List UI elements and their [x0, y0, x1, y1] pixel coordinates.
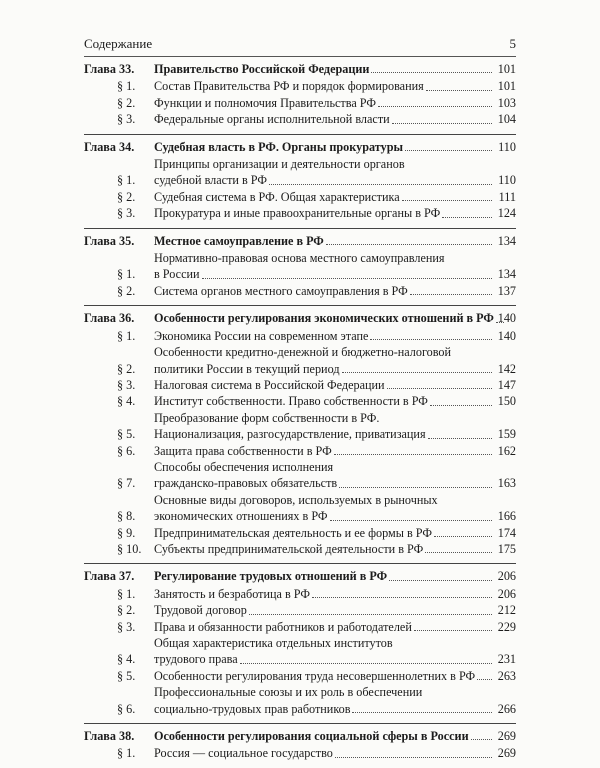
chapter-number: Глава 38.: [84, 729, 135, 744]
section-body: [154, 250, 494, 283]
section-number: § 5.: [117, 427, 136, 442]
page-number: 147: [497, 377, 516, 392]
section-entry[interactable]: [84, 344, 516, 377]
section-number: § 3.: [117, 112, 136, 127]
chapter-block: [84, 306, 516, 564]
page-number: 134: [497, 233, 516, 248]
section-number: § 2.: [117, 189, 136, 204]
dot-leader: [387, 388, 492, 389]
chapter-title: Судебная власть в РФ. Органы прокуратуры: [154, 139, 403, 154]
dot-leader: [414, 630, 492, 631]
chapter-block: [84, 564, 516, 724]
section-title-line: Налоговая система в Российской Федерации: [154, 377, 385, 392]
section-title-line: Трудовой договор: [154, 603, 247, 618]
dot-leader: [335, 757, 492, 758]
page-number: 110: [498, 139, 516, 154]
chapter-entry[interactable]: [84, 568, 516, 584]
section-entry[interactable]: [84, 541, 516, 557]
chapter-body: [154, 233, 494, 249]
dot-leader: [330, 520, 492, 521]
section-title-line: Система органов местного самоуправления в РФ: [154, 283, 408, 298]
dot-leader: [249, 614, 492, 615]
section-body: [154, 95, 494, 111]
chapter-title: Особенности регулирования экономических отношений в РФ: [154, 311, 494, 326]
chapter-title: Правительство Российской Федерации: [154, 62, 370, 76]
dot-leader: [389, 580, 492, 581]
dot-leader: [378, 106, 492, 107]
dot-leader: [434, 536, 492, 537]
section-entry[interactable]: [84, 602, 516, 618]
chapter-block: [84, 724, 516, 768]
header-title: Содержание: [84, 36, 153, 51]
section-entry[interactable]: [84, 377, 516, 393]
page-number: 159: [497, 427, 516, 442]
section-title-line: трудового права: [154, 652, 238, 667]
dot-leader: [326, 244, 492, 245]
section-number: § 3.: [117, 206, 136, 221]
chapter-title: Местное самоуправление в РФ: [154, 233, 324, 248]
section-body: [154, 443, 494, 459]
chapter-body: [154, 728, 494, 744]
section-number: § 2.: [117, 361, 136, 376]
section-title-line: Национализация, разгосударствление, приватизация: [154, 427, 426, 442]
section-entry[interactable]: [84, 525, 516, 541]
section-body: [154, 635, 494, 668]
section-entry[interactable]: [84, 668, 516, 684]
page-number: 103: [497, 95, 516, 110]
page-number: 263: [497, 668, 516, 683]
page-number: 104: [497, 112, 516, 127]
section-entry[interactable]: [84, 443, 516, 459]
section-title-line: политики России в текущий период: [154, 361, 340, 376]
running-header: [84, 34, 516, 54]
section-body: [154, 328, 494, 344]
section-body: [154, 459, 494, 492]
section-title-line: Основные виды договоров, используемых в рыночных: [154, 492, 438, 507]
page-number: 101: [497, 62, 516, 76]
chapter-entry[interactable]: [84, 310, 516, 326]
dot-leader: [442, 217, 492, 218]
dot-leader: [370, 339, 492, 340]
section-number: § 4.: [117, 652, 136, 667]
dot-leader: [371, 72, 492, 73]
page-number: 269: [497, 729, 516, 744]
dot-leader: [392, 123, 492, 124]
section-title-line: Защита права собственности в РФ: [154, 443, 332, 458]
page-number: 175: [497, 541, 516, 556]
section-body: [154, 525, 494, 541]
section-body: [154, 586, 494, 602]
chapter-number: Глава 37.: [84, 569, 135, 584]
section-title-line: в России: [154, 267, 200, 282]
chapter-entry[interactable]: [84, 233, 516, 249]
section-entry[interactable]: [84, 745, 516, 761]
page-number: 101: [497, 79, 516, 94]
section-number: § 6.: [117, 701, 136, 716]
dot-leader: [430, 405, 492, 406]
section-number: § 6.: [117, 443, 136, 458]
section-body: [154, 492, 494, 525]
dot-leader: [352, 712, 492, 713]
section-body: [154, 78, 494, 94]
section-entry[interactable]: [84, 586, 516, 602]
section-number: § 10.: [117, 541, 142, 556]
section-title-line: Прокуратура и иные правоохранительные органы в РФ: [154, 206, 441, 221]
table-of-contents: [84, 57, 516, 768]
chapter-number: Глава 36.: [84, 311, 135, 326]
section-title-line: социально-трудовых прав работников: [154, 701, 351, 716]
section-number: § 2.: [117, 283, 136, 298]
page-number: 206: [497, 569, 516, 584]
section-title-line: Судебная система в РФ. Общая характеристика: [154, 189, 400, 204]
section-body: [154, 111, 494, 127]
section-title-line: Нормативно-правовая основа местного самоуправления: [154, 251, 445, 266]
dot-leader: [428, 438, 492, 439]
dot-leader: [339, 487, 492, 488]
section-body: [154, 344, 494, 377]
dot-leader: [342, 372, 492, 373]
page-number: 150: [497, 394, 516, 409]
page-number: 163: [497, 476, 516, 491]
chapter-body: [154, 568, 494, 584]
dot-leader: [426, 90, 492, 91]
page-number: 266: [497, 701, 516, 716]
section-number: § 1.: [117, 267, 136, 282]
page-number: 174: [497, 525, 516, 540]
section-title-line: Состав Правительства РФ и порядок формирования: [154, 79, 424, 94]
page-number: 111: [498, 189, 516, 204]
dot-leader: [477, 679, 492, 680]
section-title-line: Права и обязанности работников и работодателей: [154, 619, 412, 634]
page-number: 212: [497, 603, 516, 618]
section-title-line: Субъекты предпринимательской деятельности в РФ: [154, 541, 424, 556]
section-number: § 9.: [117, 525, 136, 540]
dot-leader: [471, 739, 492, 740]
chapter-entry[interactable]: [84, 728, 516, 744]
page-number: 140: [497, 328, 516, 343]
page-number: 124: [497, 206, 516, 221]
section-title-line: гражданско-правовых обязательств: [154, 476, 338, 491]
page-number: 137: [497, 283, 516, 298]
section-body: [154, 668, 494, 684]
section-body: [154, 156, 494, 189]
section-entry[interactable]: [84, 393, 516, 409]
section-body: [154, 205, 494, 221]
section-number: § 1.: [117, 79, 136, 94]
section-number: § 1.: [117, 173, 136, 188]
page-number: 231: [497, 652, 516, 667]
chapter-entry[interactable]: [84, 139, 516, 155]
section-entry[interactable]: [84, 459, 516, 492]
section-entry[interactable]: [84, 189, 516, 205]
section-number: § 8.: [117, 509, 136, 524]
chapter-number: Глава 34.: [84, 139, 135, 154]
section-title-line: судебной власти в РФ: [154, 173, 267, 188]
section-title-line: Предпринимательская деятельность и ее формы в РФ: [154, 525, 432, 540]
chapter-title: Особенности регулирования социальной сферы в России: [154, 729, 469, 744]
section-entry[interactable]: [84, 95, 516, 111]
section-entry[interactable]: [84, 205, 516, 221]
section-entry[interactable]: [84, 250, 516, 283]
section-body: [154, 410, 494, 443]
page-number: 166: [497, 509, 516, 524]
section-entry[interactable]: [84, 328, 516, 344]
section-entry[interactable]: [84, 492, 516, 525]
section-title-line: Преобразование форм собственности в РФ.: [154, 410, 380, 425]
section-title-line: Функции и полномочия Правительства РФ: [154, 95, 377, 110]
section-number: § 1.: [117, 328, 136, 343]
chapter-block: [84, 135, 516, 229]
section-entry[interactable]: [84, 156, 516, 189]
chapter-number: Глава 35.: [84, 233, 135, 248]
chapter-number: Глава 33.: [84, 62, 135, 76]
section-title-line: Экономика России на современном этапе: [154, 328, 369, 343]
page-number: 206: [497, 586, 516, 601]
section-body: [154, 684, 494, 717]
section-number: § 3.: [117, 619, 136, 634]
chapter-block: [84, 229, 516, 307]
section-number: § 1.: [117, 586, 136, 601]
dot-leader: [240, 663, 492, 664]
section-body: [154, 377, 494, 393]
section-entry[interactable]: [84, 635, 516, 668]
section-body: [154, 619, 494, 635]
section-title-line: Профессиональные союзы и их роль в обеспечении: [154, 685, 423, 700]
section-body: [154, 283, 494, 299]
dot-leader: [269, 184, 492, 185]
section-title-line: Федеральные органы исполнительной власти: [154, 112, 390, 127]
chapter-block: [84, 57, 516, 135]
section-title-line: Занятость и безработица в РФ: [154, 586, 310, 601]
dot-leader: [202, 278, 492, 279]
section-entry[interactable]: [84, 619, 516, 635]
section-number: § 2.: [117, 603, 136, 618]
section-entry[interactable]: [84, 283, 516, 299]
section-title-line: Особенности регулирования труда несовершеннолетних в РФ: [154, 668, 476, 683]
dot-leader: [405, 150, 492, 151]
dot-leader: [312, 597, 492, 598]
section-number: § 3.: [117, 377, 136, 392]
section-entry[interactable]: [84, 111, 516, 127]
page-number: 162: [497, 443, 516, 458]
section-title-line: Принципы организации и деятельности органов: [154, 157, 405, 172]
section-number: § 2.: [117, 95, 136, 110]
section-entry[interactable]: [84, 684, 516, 717]
page-number: 140: [497, 311, 516, 326]
section-entry[interactable]: [84, 78, 516, 94]
page-number: 229: [497, 619, 516, 634]
section-title-line: Способы обеспечения исполнения: [154, 459, 334, 474]
dot-leader: [425, 552, 492, 553]
chapter-body: [154, 139, 494, 155]
section-body: [154, 602, 494, 618]
section-body: [154, 393, 494, 409]
chapter-body: [154, 310, 494, 326]
chapter-entry[interactable]: [84, 61, 516, 77]
chapter-body: [154, 61, 494, 77]
section-entry[interactable]: [84, 410, 516, 443]
chapter-title: Регулирование трудовых отношений в РФ: [154, 569, 388, 584]
section-number: § 5.: [117, 668, 136, 683]
section-title-line: Общая характеристика отдельных институтов: [154, 636, 393, 650]
page-number: 110: [498, 173, 516, 188]
section-number: § 1.: [117, 746, 136, 761]
dot-leader: [410, 294, 492, 295]
section-body: [154, 541, 494, 557]
section-title-line: Россия — социальное государство: [154, 746, 333, 761]
header-page-number: 5: [509, 36, 516, 51]
section-number: § 4.: [117, 394, 136, 409]
section-number: § 7.: [117, 476, 136, 491]
section-body: [154, 189, 494, 205]
page-number: 142: [497, 361, 516, 376]
page-number: 134: [497, 267, 516, 282]
toc-page: [84, 34, 516, 768]
section-body: [154, 745, 494, 761]
section-title-line: экономических отношениях в РФ: [154, 509, 328, 524]
section-title-line: Особенности кредитно-денежной и бюджетно-налоговой: [154, 345, 452, 360]
dot-leader: [402, 200, 492, 201]
page-number: 269: [497, 746, 516, 761]
dot-leader: [334, 454, 492, 455]
section-title-line: Институт собственности. Право собственности в РФ: [154, 394, 428, 409]
